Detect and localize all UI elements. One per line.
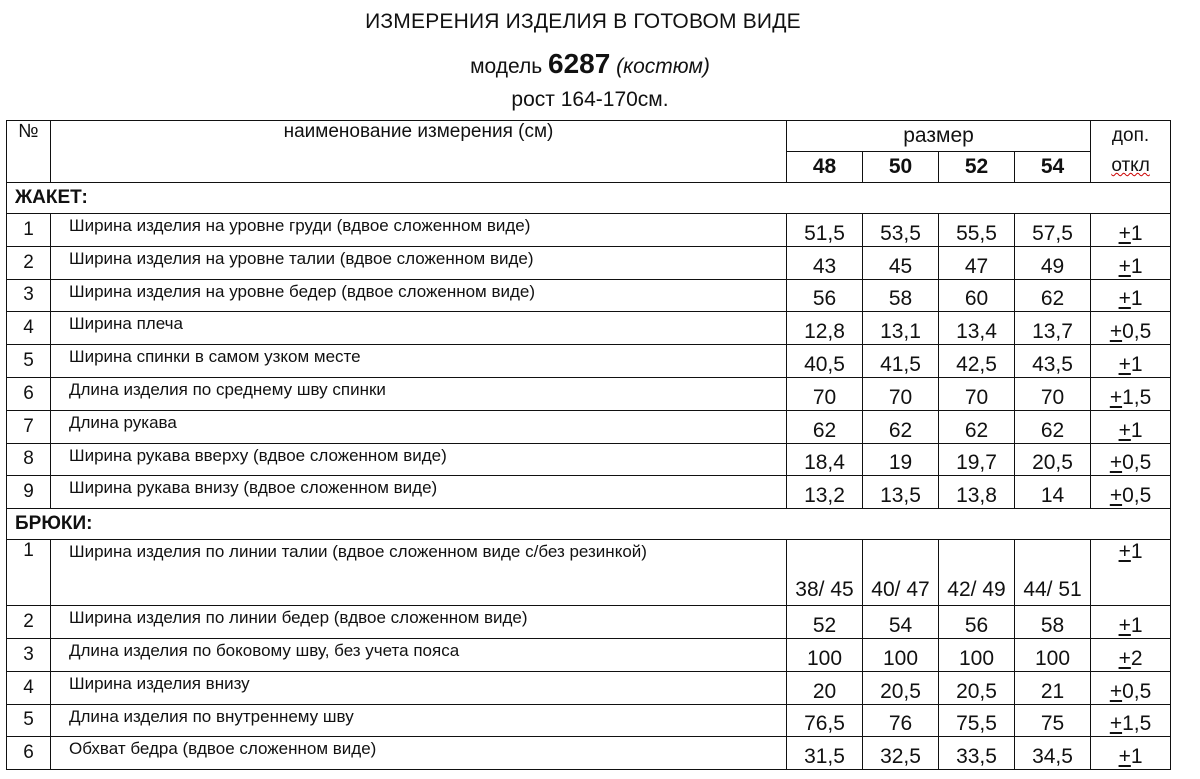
table-row [7, 377, 1171, 410]
tolerance-sign: + [1118, 254, 1131, 278]
tolerance-value [1091, 737, 1171, 770]
row-number: 5 [7, 704, 51, 737]
row-number: 4 [7, 671, 51, 704]
size-value: 40/ 47 [863, 540, 939, 606]
size-value: 40,5 [787, 345, 863, 378]
tolerance-amount: 1,5 [1122, 385, 1152, 409]
size-value: 70 [787, 377, 863, 410]
section-row [7, 183, 1171, 214]
size-value: 52 [787, 606, 863, 639]
measurement-name: Ширина изделия на уровне груди (вдвое сложенном виде) [51, 214, 787, 247]
size-value: 18,4 [787, 443, 863, 476]
tolerance-value [1091, 410, 1171, 443]
tolerance-sign: + [1118, 221, 1131, 245]
size-value: 100 [939, 638, 1015, 671]
header-tolerance-line1: доп. [1111, 125, 1150, 146]
size-value: 32,5 [863, 737, 939, 770]
table-row [7, 443, 1171, 476]
size-value: 76,5 [787, 704, 863, 737]
tolerance-sign: + [1118, 745, 1131, 769]
table-row [7, 410, 1171, 443]
tolerance-value [1091, 246, 1171, 279]
header-measurement-name: наименование измерения (см) [51, 121, 787, 183]
size-header-0: 48 [787, 152, 863, 183]
size-value: 31,5 [787, 737, 863, 770]
measurement-name: Длина изделия по боковому шву, без учета пояса [51, 638, 787, 671]
tolerance-amount: 1,5 [1122, 712, 1152, 736]
size-value: 13,4 [939, 312, 1015, 345]
size-value: 76 [863, 704, 939, 737]
size-value: 100 [863, 638, 939, 671]
measurement-name: Ширина плеча [51, 312, 787, 345]
size-value: 56 [787, 279, 863, 312]
tolerance-sign: + [1109, 484, 1123, 508]
page-title: ИЗМЕРЕНИЯ ИЗДЕЛИЯ В ГОТОВОМ ВИДЕ [365, 10, 801, 33]
size-value: 21 [1015, 671, 1091, 704]
row-number: 3 [7, 638, 51, 671]
size-value: 42,5 [939, 345, 1015, 378]
measurement-name: Длина изделия по среднему шву спинки [51, 377, 787, 410]
table-row [7, 704, 1171, 737]
size-value: 53,5 [863, 214, 939, 247]
tolerance-amount: 1 [1130, 254, 1143, 278]
table-row [7, 246, 1171, 279]
model-line [0, 48, 1180, 80]
size-value: 42/ 49 [939, 540, 1015, 606]
row-number: 2 [7, 246, 51, 279]
row-number: 1 [7, 214, 51, 247]
header-size: размер [787, 121, 1091, 152]
measurement-name: Ширина изделия на уровне талии (вдвое сложенном виде) [51, 246, 787, 279]
size-value: 14 [1015, 476, 1091, 509]
tolerance-sign: + [1118, 540, 1131, 564]
tolerance-amount: 1 [1130, 287, 1143, 311]
tolerance-amount: 0,5 [1122, 320, 1152, 344]
table-row [7, 671, 1171, 704]
table-row [7, 345, 1171, 378]
row-number: 6 [7, 377, 51, 410]
section-title: БРЮКИ: [7, 509, 1171, 540]
size-value: 19,7 [939, 443, 1015, 476]
section-row [7, 509, 1171, 540]
row-number: 9 [7, 476, 51, 509]
size-value: 33,5 [939, 737, 1015, 770]
table-row [7, 540, 1171, 606]
row-number: 3 [7, 279, 51, 312]
size-value: 44/ 51 [1015, 540, 1091, 606]
header-tolerance-line2: откл [1111, 155, 1150, 176]
tolerance-sign: + [1109, 385, 1123, 409]
row-number: 6 [7, 737, 51, 770]
tolerance-amount: 1 [1130, 352, 1143, 376]
measurement-name: Обхват бедра (вдвое сложенном виде) [51, 737, 787, 770]
tolerance-value [1091, 443, 1171, 476]
size-header-2: 52 [939, 152, 1015, 183]
table-row [7, 312, 1171, 345]
size-value: 55,5 [939, 214, 1015, 247]
size-value: 58 [863, 279, 939, 312]
size-value: 20,5 [939, 671, 1015, 704]
size-value: 13,5 [863, 476, 939, 509]
measurement-name: Ширина рукава вверху (вдвое сложенном виде) [51, 443, 787, 476]
height-range: рост 164-170см. [511, 88, 669, 111]
tolerance-amount: 1 [1130, 540, 1143, 564]
row-number: 8 [7, 443, 51, 476]
table-row [7, 476, 1171, 509]
size-value: 41,5 [863, 345, 939, 378]
tolerance-value [1091, 476, 1171, 509]
size-value: 47 [939, 246, 1015, 279]
tolerance-value [1091, 704, 1171, 737]
size-value: 100 [1015, 638, 1091, 671]
table-row [7, 606, 1171, 639]
tolerance-amount: 0,5 [1122, 451, 1152, 475]
row-number: 1 [7, 540, 51, 606]
tolerance-value [1091, 638, 1171, 671]
tolerance-amount: 1 [1130, 418, 1143, 442]
size-value: 62 [939, 410, 1015, 443]
tolerance-value [1091, 377, 1171, 410]
row-number: 5 [7, 345, 51, 378]
measurement-name: Длина рукава [51, 410, 787, 443]
table-row [7, 279, 1171, 312]
size-value: 56 [939, 606, 1015, 639]
tolerance-value [1091, 279, 1171, 312]
size-value: 43,5 [1015, 345, 1091, 378]
tolerance-amount: 1 [1130, 613, 1143, 637]
size-value: 54 [863, 606, 939, 639]
tolerance-amount: 1 [1130, 745, 1143, 769]
size-value: 62 [863, 410, 939, 443]
size-value: 38/ 45 [787, 540, 863, 606]
model-label: модель [470, 55, 543, 78]
tolerance-amount: 0,5 [1122, 484, 1152, 508]
size-value: 20,5 [863, 671, 939, 704]
size-value: 57,5 [1015, 214, 1091, 247]
tolerance-sign: + [1118, 613, 1131, 637]
row-number: 7 [7, 410, 51, 443]
size-value: 100 [787, 638, 863, 671]
measurements-table [6, 120, 1171, 770]
tolerance-sign: + [1109, 451, 1123, 475]
size-value: 62 [1015, 410, 1091, 443]
size-value: 13,8 [939, 476, 1015, 509]
size-value: 13,7 [1015, 312, 1091, 345]
measurement-name: Ширина изделия по линии талии (вдвое сложенном виде с/без резинкой) [51, 540, 787, 606]
size-value: 70 [863, 377, 939, 410]
measurement-name: Ширина спинки в самом узком месте [51, 345, 787, 378]
tolerance-value [1091, 606, 1171, 639]
row-number: 2 [7, 606, 51, 639]
size-value: 20,5 [1015, 443, 1091, 476]
measurement-name: Ширина рукава внизу (вдвое сложенном виде) [51, 476, 787, 509]
size-value: 20 [787, 671, 863, 704]
tolerance-sign: + [1118, 352, 1131, 376]
tolerance-amount: 0,5 [1122, 679, 1152, 703]
tolerance-value [1091, 671, 1171, 704]
size-value: 45 [863, 246, 939, 279]
model-number: 6287 [548, 48, 611, 79]
tolerance-value [1091, 214, 1171, 247]
header-number: № [7, 121, 51, 183]
model-kind: (костюм) [616, 55, 710, 78]
tolerance-sign: + [1109, 679, 1123, 703]
tolerance-amount: 1 [1130, 221, 1143, 245]
tolerance-amount: 2 [1130, 646, 1143, 670]
size-value: 12,8 [787, 312, 863, 345]
table-row [7, 737, 1171, 770]
tolerance-sign: + [1109, 320, 1123, 344]
table-row [7, 638, 1171, 671]
measurement-name: Ширина изделия по линии бедер (вдвое сложенном виде) [51, 606, 787, 639]
size-value: 51,5 [787, 214, 863, 247]
size-value: 75 [1015, 704, 1091, 737]
size-value: 62 [787, 410, 863, 443]
size-value: 43 [787, 246, 863, 279]
size-value: 75,5 [939, 704, 1015, 737]
measurement-name: Длина изделия по внутреннему шву [51, 704, 787, 737]
size-value: 62 [1015, 279, 1091, 312]
size-value: 34,5 [1015, 737, 1091, 770]
tolerance-value [1091, 540, 1171, 606]
size-value: 70 [939, 377, 1015, 410]
size-value: 13,1 [863, 312, 939, 345]
size-value: 13,2 [787, 476, 863, 509]
size-value: 60 [939, 279, 1015, 312]
table-row [7, 214, 1171, 247]
tolerance-sign: + [1118, 418, 1131, 442]
size-value: 19 [863, 443, 939, 476]
measurement-name: Ширина изделия на уровне бедер (вдвое сложенном виде) [51, 279, 787, 312]
tolerance-sign: + [1109, 712, 1123, 736]
tolerance-sign: + [1118, 646, 1131, 670]
size-header-3: 54 [1015, 152, 1091, 183]
row-number: 4 [7, 312, 51, 345]
size-header-1: 50 [863, 152, 939, 183]
tolerance-value [1091, 345, 1171, 378]
header-tolerance [1091, 121, 1171, 183]
section-title: ЖАКЕТ: [7, 183, 1171, 214]
size-value: 49 [1015, 246, 1091, 279]
size-value: 70 [1015, 377, 1091, 410]
measurement-name: Ширина изделия внизу [51, 671, 787, 704]
size-value: 58 [1015, 606, 1091, 639]
tolerance-sign: + [1118, 287, 1131, 311]
tolerance-value [1091, 312, 1171, 345]
